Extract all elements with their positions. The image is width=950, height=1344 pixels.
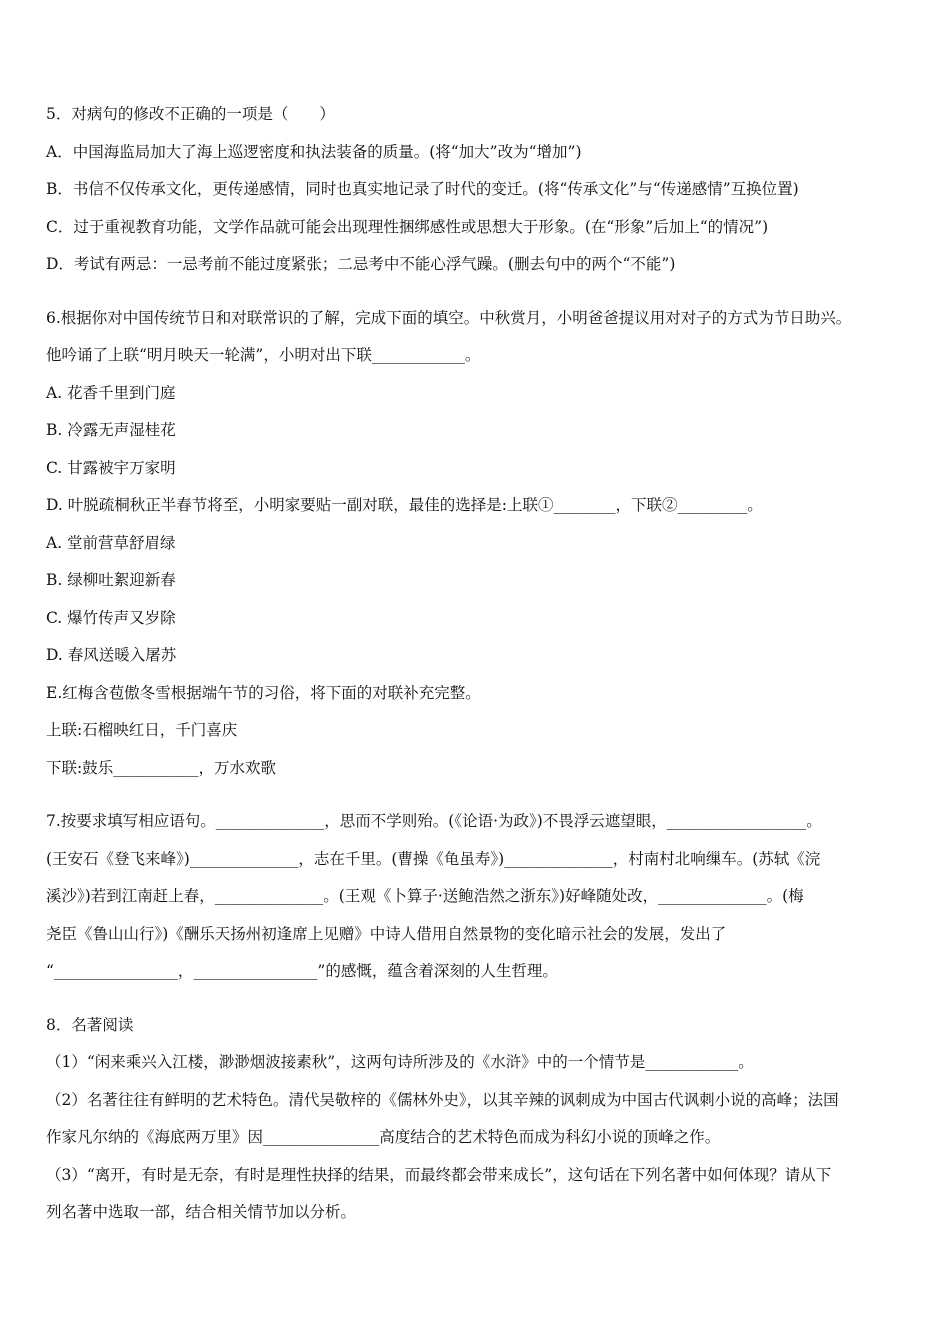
question-6-line-5: C. 甘露被宇万家明 (46, 458, 176, 477)
question-5-stem: 5．对病句的修改不正确的一项是（ ） (46, 105, 335, 123)
question-5-option-c: C．过于重视教育功能，文学作品就可能会出现理性捆绑感性或思想大于形象。(在“形象”后加上“的情况”) (46, 217, 769, 236)
question-6-line-9: C. 爆竹传声又岁除 (46, 608, 176, 627)
question-8-part-1: （1）“闲来乘兴入江楼，渺渺烟波接素秋”，这两句诗所涉及的《水浒》中的一个情节是____________。 (46, 1053, 754, 1071)
question-7-line-1: 7.按要求填写相应语句。______________，思而不学则殆。(《论语·为政》)不畏浮云遮望眼，__________________。 (46, 812, 822, 830)
question-6-line-7: A. 堂前营草舒眉绿 (46, 533, 176, 552)
question-6-line-13: 下联:鼓乐___________，万水欢歌 (46, 758, 276, 777)
question-6-line-11: E.红梅含苞傲冬雪根据端午节的习俗，将下面的对联补充完整。 (46, 683, 481, 702)
question-5 (46, 96, 912, 284)
exam-page (46, 96, 912, 1232)
question-8-part-2-line-1: （2）名著往往有鲜明的艺术特色。清代吴敬梓的《儒林外史》，以其辛辣的讽刺成为中国古代讽刺小说的高峰；法国 (46, 1090, 839, 1109)
question-6-line-10: D. 春风送暖入屠苏 (46, 646, 177, 664)
question-7-line-3: 溪沙》)若到江南赶上春，______________。(王观《卜算子·送鲍浩然之浙东》)好峰随处改，______________。(梅 (46, 887, 804, 905)
question-8-part-3-line-2: 列名著中选取一部，结合相关情节加以分析。 (46, 1203, 357, 1221)
question-7 (46, 803, 912, 991)
question-6-stem-line-1: 6.根据你对中国传统节日和对联常识的了解，完成下面的填空。中秋赏月，小明爸爸提议用对对子的方式为节日助兴。 (46, 308, 852, 327)
question-7-line-5: “________________，________________”的感慨，蕴含着深刻的人生哲理。 (46, 962, 558, 980)
question-6-stem-line-2: 他吟诵了上联“明月映天一轮满”，小明对出下联____________。 (46, 346, 481, 364)
section-spacer (46, 991, 912, 1007)
question-8 (46, 1007, 912, 1232)
question-6-line-12: 上联:石榴映红日，千门喜庆 (46, 721, 238, 739)
question-8-part-3-line-1: （3）“离开，有时是无奈，有时是理性抉择的结果，而最终都会带来成长”，这句话在下列名著中如何体现？请从下 (46, 1165, 832, 1184)
question-6-line-4: B. 冷露无声湿桂花 (46, 421, 176, 439)
question-6-line-6: D. 叶脱疏桐秋正半春节将至，小明家要贴一副对联，最佳的选择是:上联①________，下联②_________。 (46, 496, 763, 514)
question-5-option-b: B．书信不仅传承文化，更传递感情，同时也真实地记录了时代的变迁。(将“传承文化”与“传递感情”互换位置) (46, 180, 799, 198)
question-6-line-3: A. 花香千里到门庭 (46, 383, 176, 402)
question-5-option-d: D．考试有两忌：一忌考前不能过度紧张；二忌考中不能心浮气躁。(删去句中的两个“不能”) (46, 255, 676, 273)
section-spacer (46, 787, 912, 803)
question-7-line-4: 尧臣《鲁山山行》)《酬乐天扬州初逢席上见赠》中诗人借用自然景物的变化暗示社会的发展，发出了 (46, 924, 727, 943)
question-8-title: 8．名著阅读 (46, 1015, 134, 1034)
question-6-line-8: B. 绿柳吐絮迎新春 (46, 571, 176, 589)
question-7-line-2: (王安石《登飞来峰》)______________，志在千里。(曹操《龟虽寿》)______________，村南村北响缫车。(苏轼《浣 (46, 849, 821, 868)
question-6 (46, 300, 912, 788)
question-5-option-a: A．中国海监局加大了海上巡逻密度和执法装备的质量。(将“加大”改为“增加”) (46, 142, 582, 161)
question-8-part-2-line-2: 作家凡尔纳的《海底两万里》因_______________高度结合的艺术特色而成为科幻小说的顶峰之作。 (46, 1128, 721, 1146)
section-spacer (46, 284, 912, 300)
